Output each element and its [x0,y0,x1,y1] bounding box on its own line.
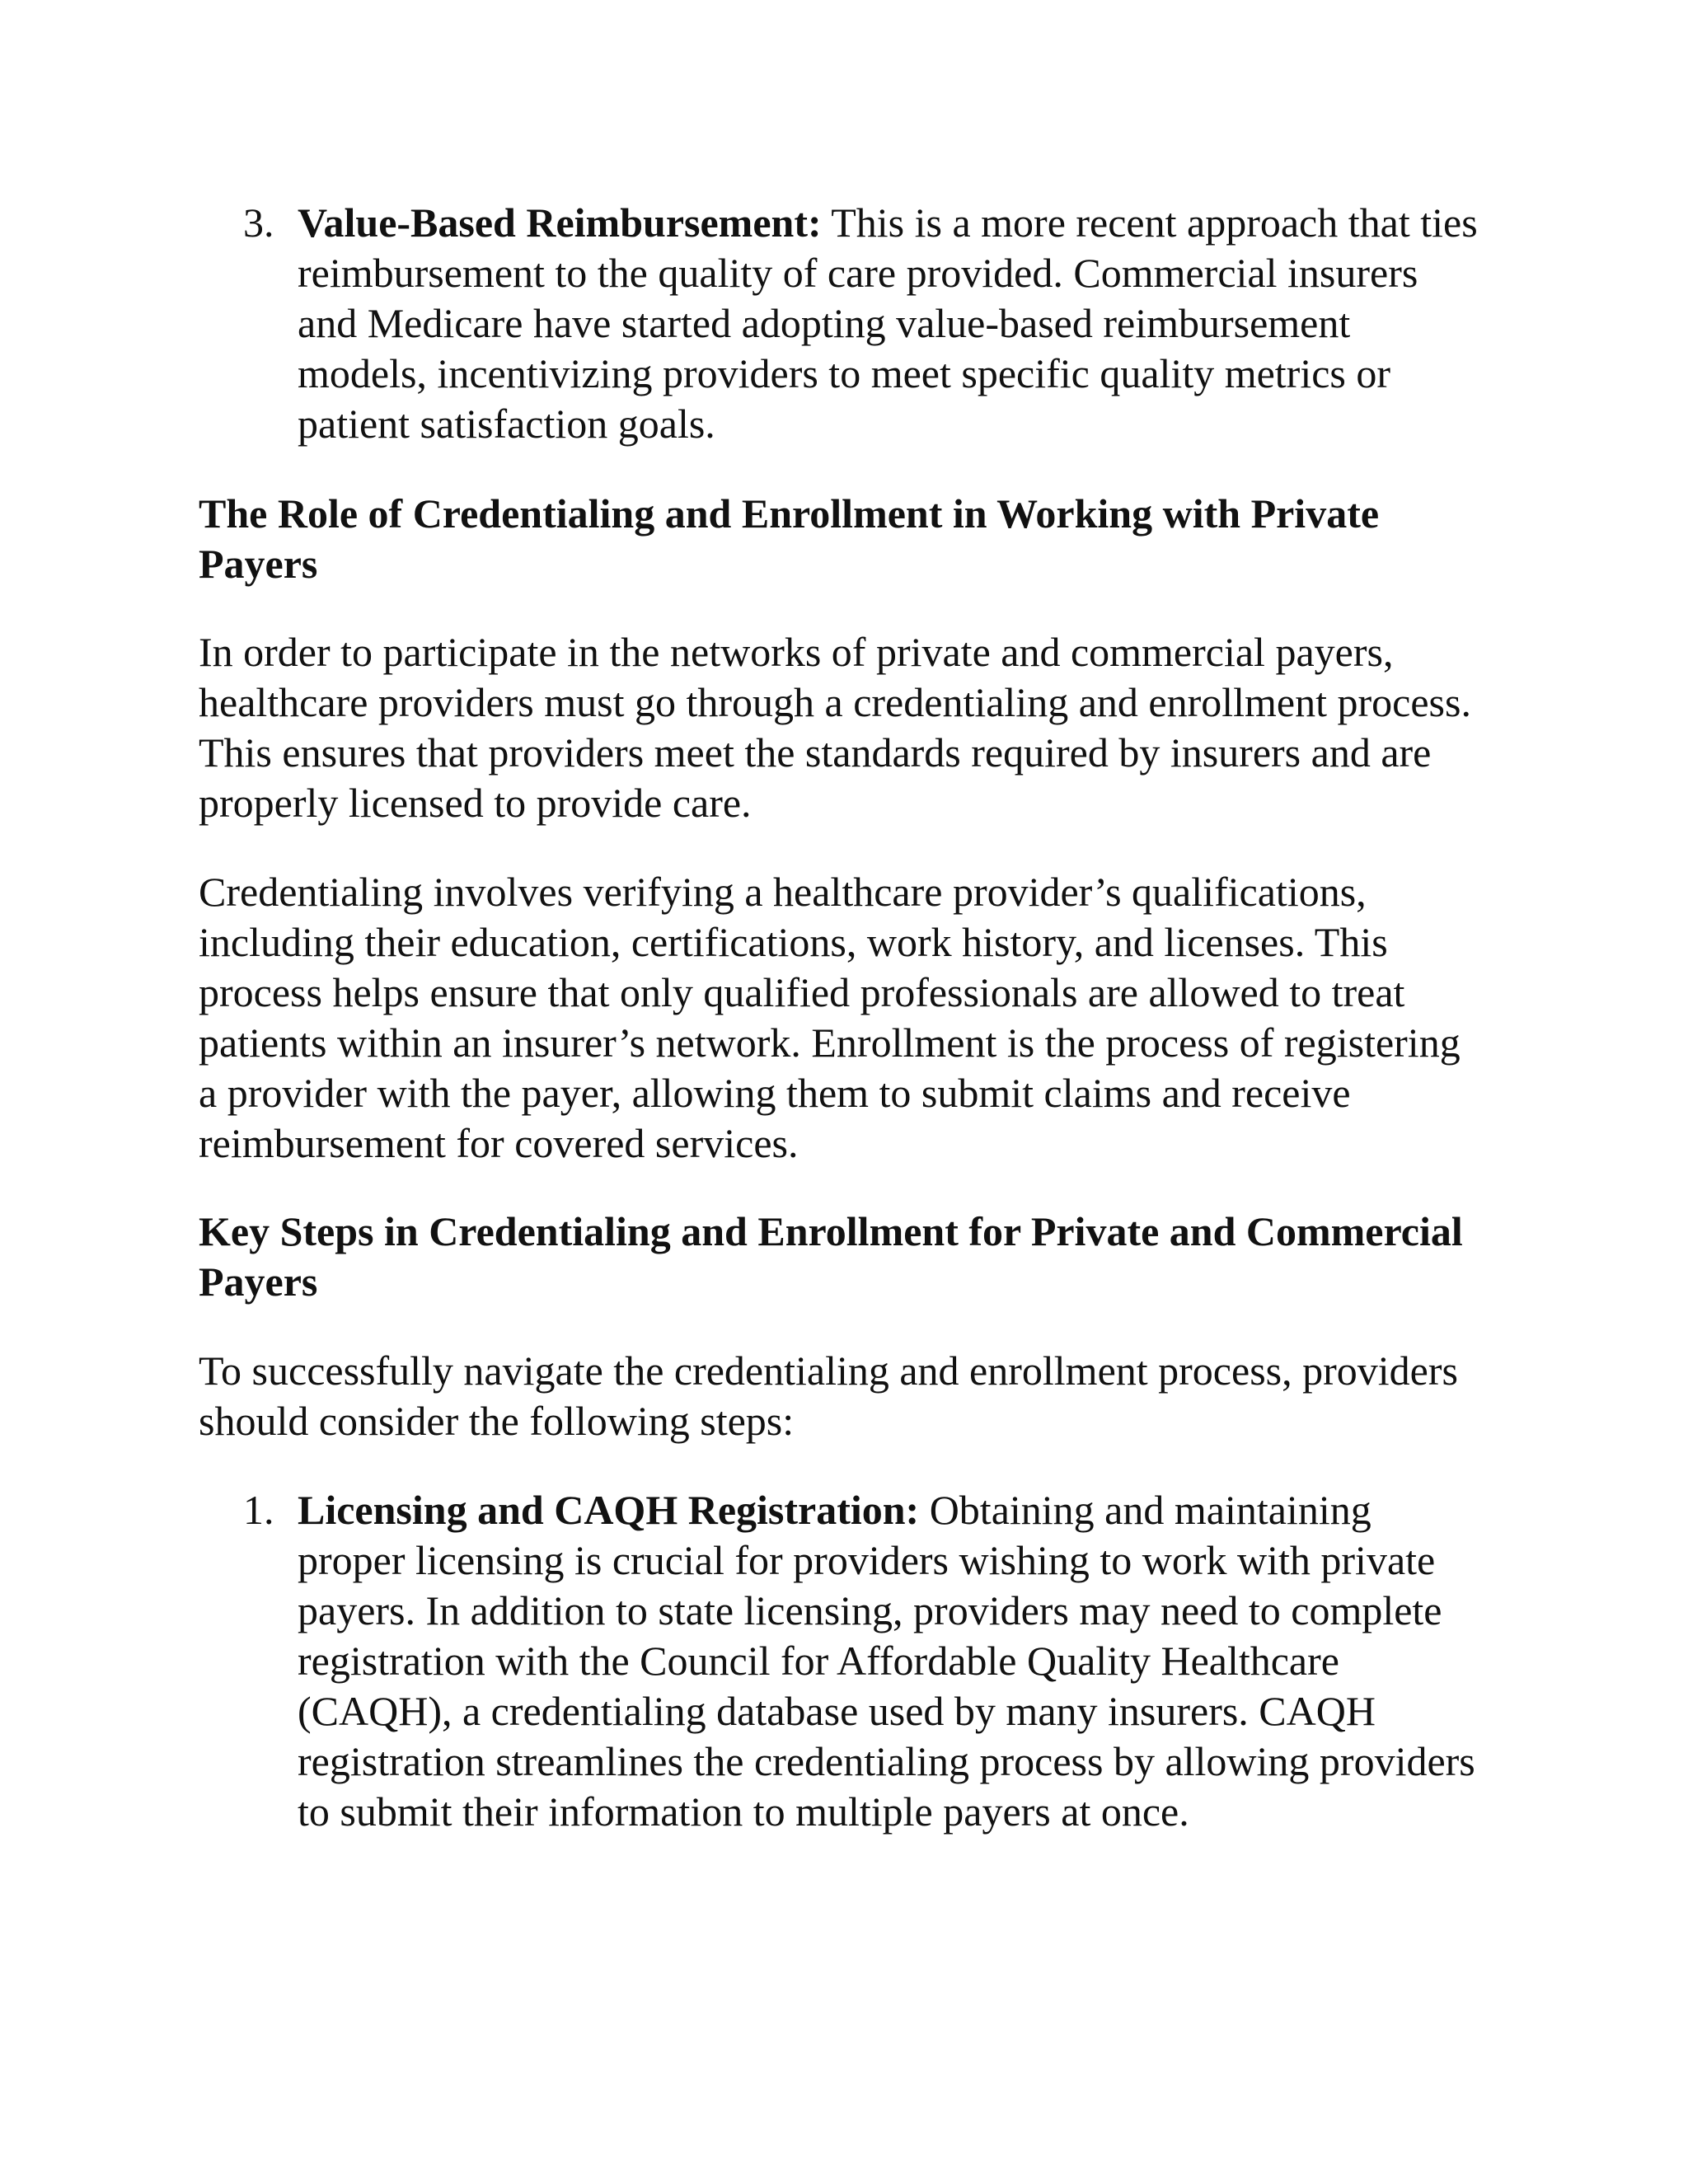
paragraph-credentialing-involves: Credentialing involves verifying a healthcare provider’s qualifications, including their education, certifications, work history, and licenses. This process helps ensure that only qualified professionals are allowed to treat patients within an insurer’s network. Enrollment is the process of registering a provider with the payer, allowing them to submit claims and receive reimbursement for covered services. [199,869,1461,1166]
section-heading-role-of-credentialing: The Role of Credentialing and Enrollment in Working with Private Payers [199,490,1380,587]
list-item-value-based-reimbursement [199,198,1484,449]
list-item-lead: Licensing and CAQH Registration: [298,1487,920,1533]
document-content [199,198,1484,1837]
list-item-text: This is a more recent approach that ties reimbursement to the quality of care provided. Commercial insurers and Medicare have started adopting value-based reimbursement models, incentivizing providers to meet specific quality metrics or patient satisfaction goals. [298,199,1478,447]
paragraph-navigate-process: To successfully navigate the credentialing and enrollment process, providers should consider the following steps: [199,1347,1458,1444]
list-item-text: Obtaining and maintaining proper licensing is crucial for providers wishing to work with private payers. In addition to state licensing, providers may need to complete registration with the Council for Affordable Quality Healthcare (CAQH), a credentialing database used by many insurers. CAQH registration streamlines the credentialing process by allowing providers to submit their information to multiple payers at once. [298,1487,1475,1835]
list-item-licensing-caqh [199,1485,1484,1837]
list-item-number: 1. [243,1487,274,1533]
paragraph-participate-networks: In order to participate in the networks of private and commercial payers, healthcare providers must go through a credentialing and enrollment process. This ensures that providers meet the standards required by insurers and are properly licensed to provide care. [199,629,1471,826]
list-item-lead: Value-Based Reimbursement: [298,199,822,246]
section-heading-key-steps: Key Steps in Credentialing and Enrollment for Private and Commercial Payers [199,1208,1463,1305]
list-item-number: 3. [243,199,274,246]
